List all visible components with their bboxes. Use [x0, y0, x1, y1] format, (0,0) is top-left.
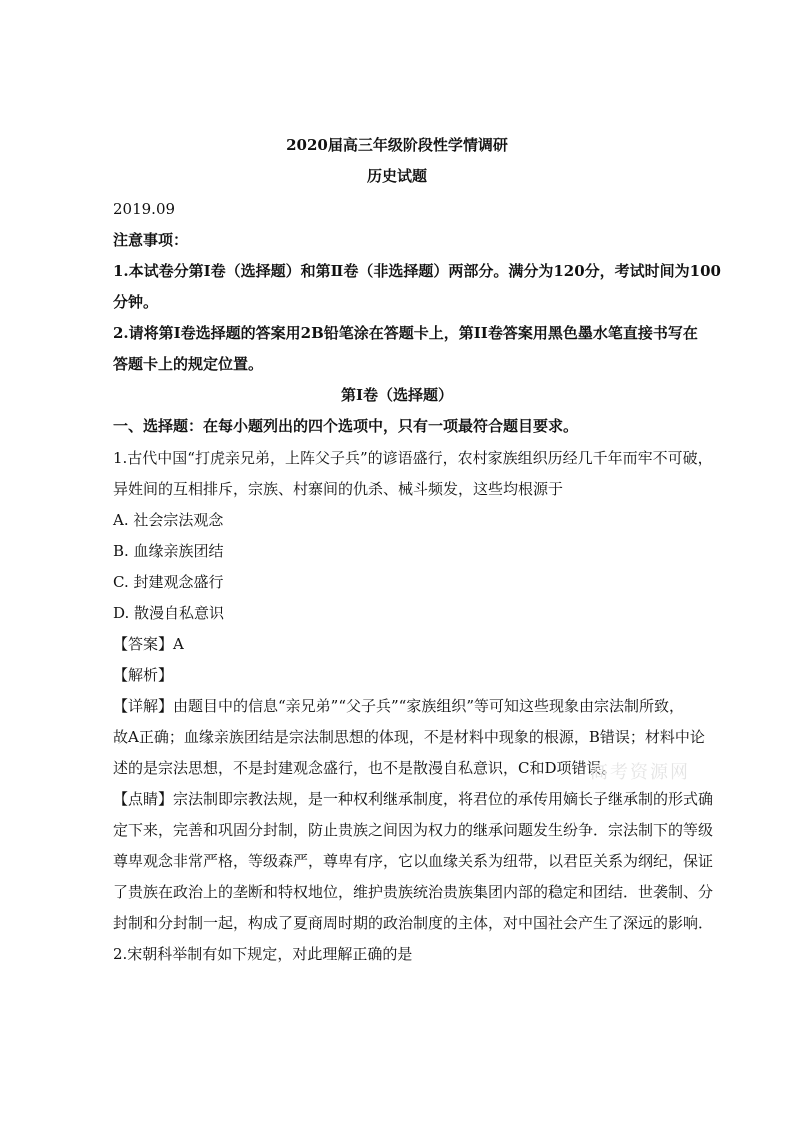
- q1-note: 【点睛】宗法制即宗教法规，是一种权利继承制度，将君位的承传用嫡长子继承制的形式确: [113, 790, 714, 808]
- q2-stem: 2.宋朝科举制有如下规定，对此理解正确的是: [113, 945, 413, 963]
- notice-item-2: 2.请将第Ⅰ卷选择题的答案用2B铅笔涂在答题卡上，第II卷答案用黑色墨水笔直接书写在: [113, 324, 698, 342]
- q1-note-cont-4: 封制和分封制一起，构成了夏商周时期的政治制度的主体，对中国社会产生了深远的影响．: [113, 914, 714, 932]
- q1-option-c: C. 封建观念盛行: [113, 573, 224, 591]
- section-instruction: 一、选择题：在每小题列出的四个选项中，只有一项最符合题目要求。: [113, 417, 579, 435]
- exam-date: 2019.09: [113, 200, 176, 218]
- q1-note-cont-2: 尊卑观念非常严格，等级森严，尊卑有序，它以血缘关系为纽带，以君臣关系为纲纪，保证: [113, 852, 714, 870]
- q1-note-cont-3: 了贵族在政治上的垄断和特权地位，维护贵族统治贵族集团内部的稳定和团结．世袭制、分: [113, 883, 714, 901]
- q1-answer: 【答案】A: [113, 635, 184, 653]
- notice-heading: 注意事项：: [113, 231, 189, 249]
- q1-option-b: B. 血缘亲族团结: [113, 542, 224, 560]
- subject-title: 历史试题: [366, 167, 427, 185]
- section-title: 第Ⅰ卷（选择题）: [340, 386, 454, 404]
- notice-item-1-cont: 分钟。: [113, 293, 159, 311]
- q1-stem: 1.古代中国“打虎亲兄弟，上阵父子兵”的谚语盛行，农村家族组织历经几千年而牢不可破，: [113, 449, 713, 467]
- exam-title: 2020届高三年级阶段性学情调研: [286, 136, 508, 154]
- watermark: 高考资源网: [590, 762, 690, 783]
- q1-detail-cont-1: 故A正确；血缘亲族团结是宗法制思想的体现，不是材料中现象的根源，B错误；材料中论: [113, 728, 705, 746]
- q1-stem-cont: 异姓间的互相排斥，宗族、村寨间的仇杀、械斗频发，这些均根源于: [113, 480, 564, 498]
- q1-option-d: D. 散漫自私意识: [113, 604, 225, 622]
- q1-note-cont-1: 定下来，完善和巩固分封制，防止贵族之间因为权力的继承问题发生纷争．宗法制下的等级: [113, 821, 714, 839]
- q1-detail-cont-2: 述的是宗法思想，不是封建观念盛行，也不是散漫自私意识，C和D项错误。: [113, 759, 617, 777]
- notice-item-2-cont: 答题卡上的规定位置。: [113, 355, 264, 373]
- q1-detail: 【详解】由题目中的信息“亲兄弟”“父子兵”“家族组织”等可知这些现象由宗法制所致，: [113, 697, 685, 715]
- q1-option-a: A. 社会宗法观念: [113, 511, 224, 529]
- q1-analysis-heading: 【解析】: [113, 666, 174, 684]
- notice-item-1: 1.本试卷分第Ⅰ卷（选择题）和第Ⅱ卷（非选择题）两部分。满分为120分，考试时间为100: [113, 262, 721, 280]
